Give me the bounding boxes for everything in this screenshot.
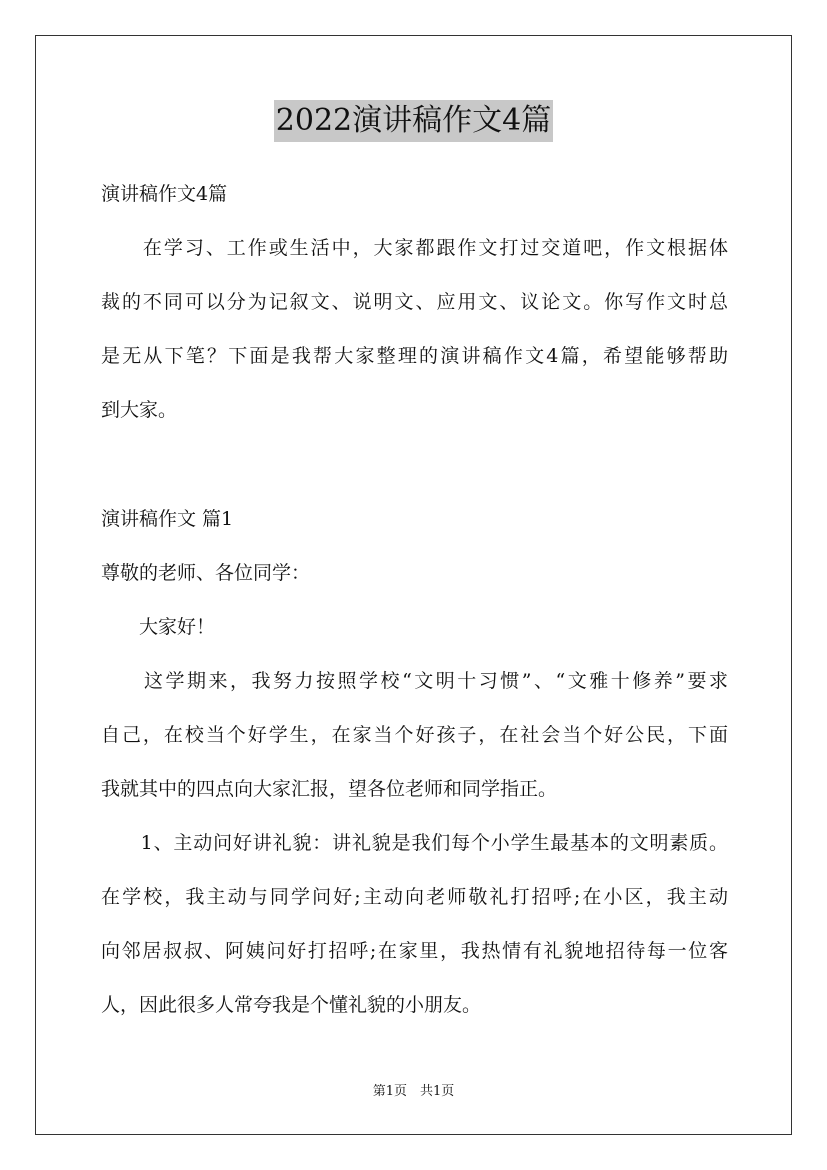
paragraph-line: 自己，在校当个好学生，在家当个好孩子，在社会当个好公民，下面 xyxy=(101,724,728,746)
paragraph-line: 人，因此很多人常夸我是个懂礼貌的小朋友。 xyxy=(101,994,482,1016)
intro-line: 到大家。 xyxy=(101,399,178,421)
page-footer: 第1页 共1页 xyxy=(372,1084,455,1099)
greeting: 大家好！ xyxy=(101,616,216,638)
paragraph-line: 我就其中的四点向大家汇报，望各位老师和同学指正。 xyxy=(101,778,558,800)
subtitle: 演讲稿作文4篇 xyxy=(101,183,228,205)
intro-line: 在学习、工作或生活中，大家都跟作文打过交道吧，作文根据体 xyxy=(101,237,728,259)
paragraph-line: 向邻居叔叔、阿姨问好打招呼;在家里，我热情有礼貌地招待每一位客 xyxy=(101,940,728,962)
intro-line: 是无从下笔？下面是我帮大家整理的演讲稿作文4篇，希望能够帮助 xyxy=(101,345,728,367)
paragraph-line: 这学期来，我努力按照学校“文明十习惯”、“文雅十修养”要求 xyxy=(101,670,728,692)
paragraph-line: 在学校，我主动与同学问好;主动向老师敬礼打招呼;在小区，我主动 xyxy=(101,886,728,908)
document-title: 2022演讲稿作文4篇 xyxy=(274,100,553,142)
salutation: 尊敬的老师、各位同学： xyxy=(101,562,311,584)
title-block xyxy=(0,100,827,142)
paragraph-line: 1、主动问好讲礼貌：讲礼貌是我们每个小学生最基本的文明素质。 xyxy=(101,832,728,854)
section-heading: 演讲稿作文 篇1 xyxy=(101,508,234,530)
intro-line: 裁的不同可以分为记叙文、说明文、应用文、议论文。你写作文时总 xyxy=(101,291,728,313)
